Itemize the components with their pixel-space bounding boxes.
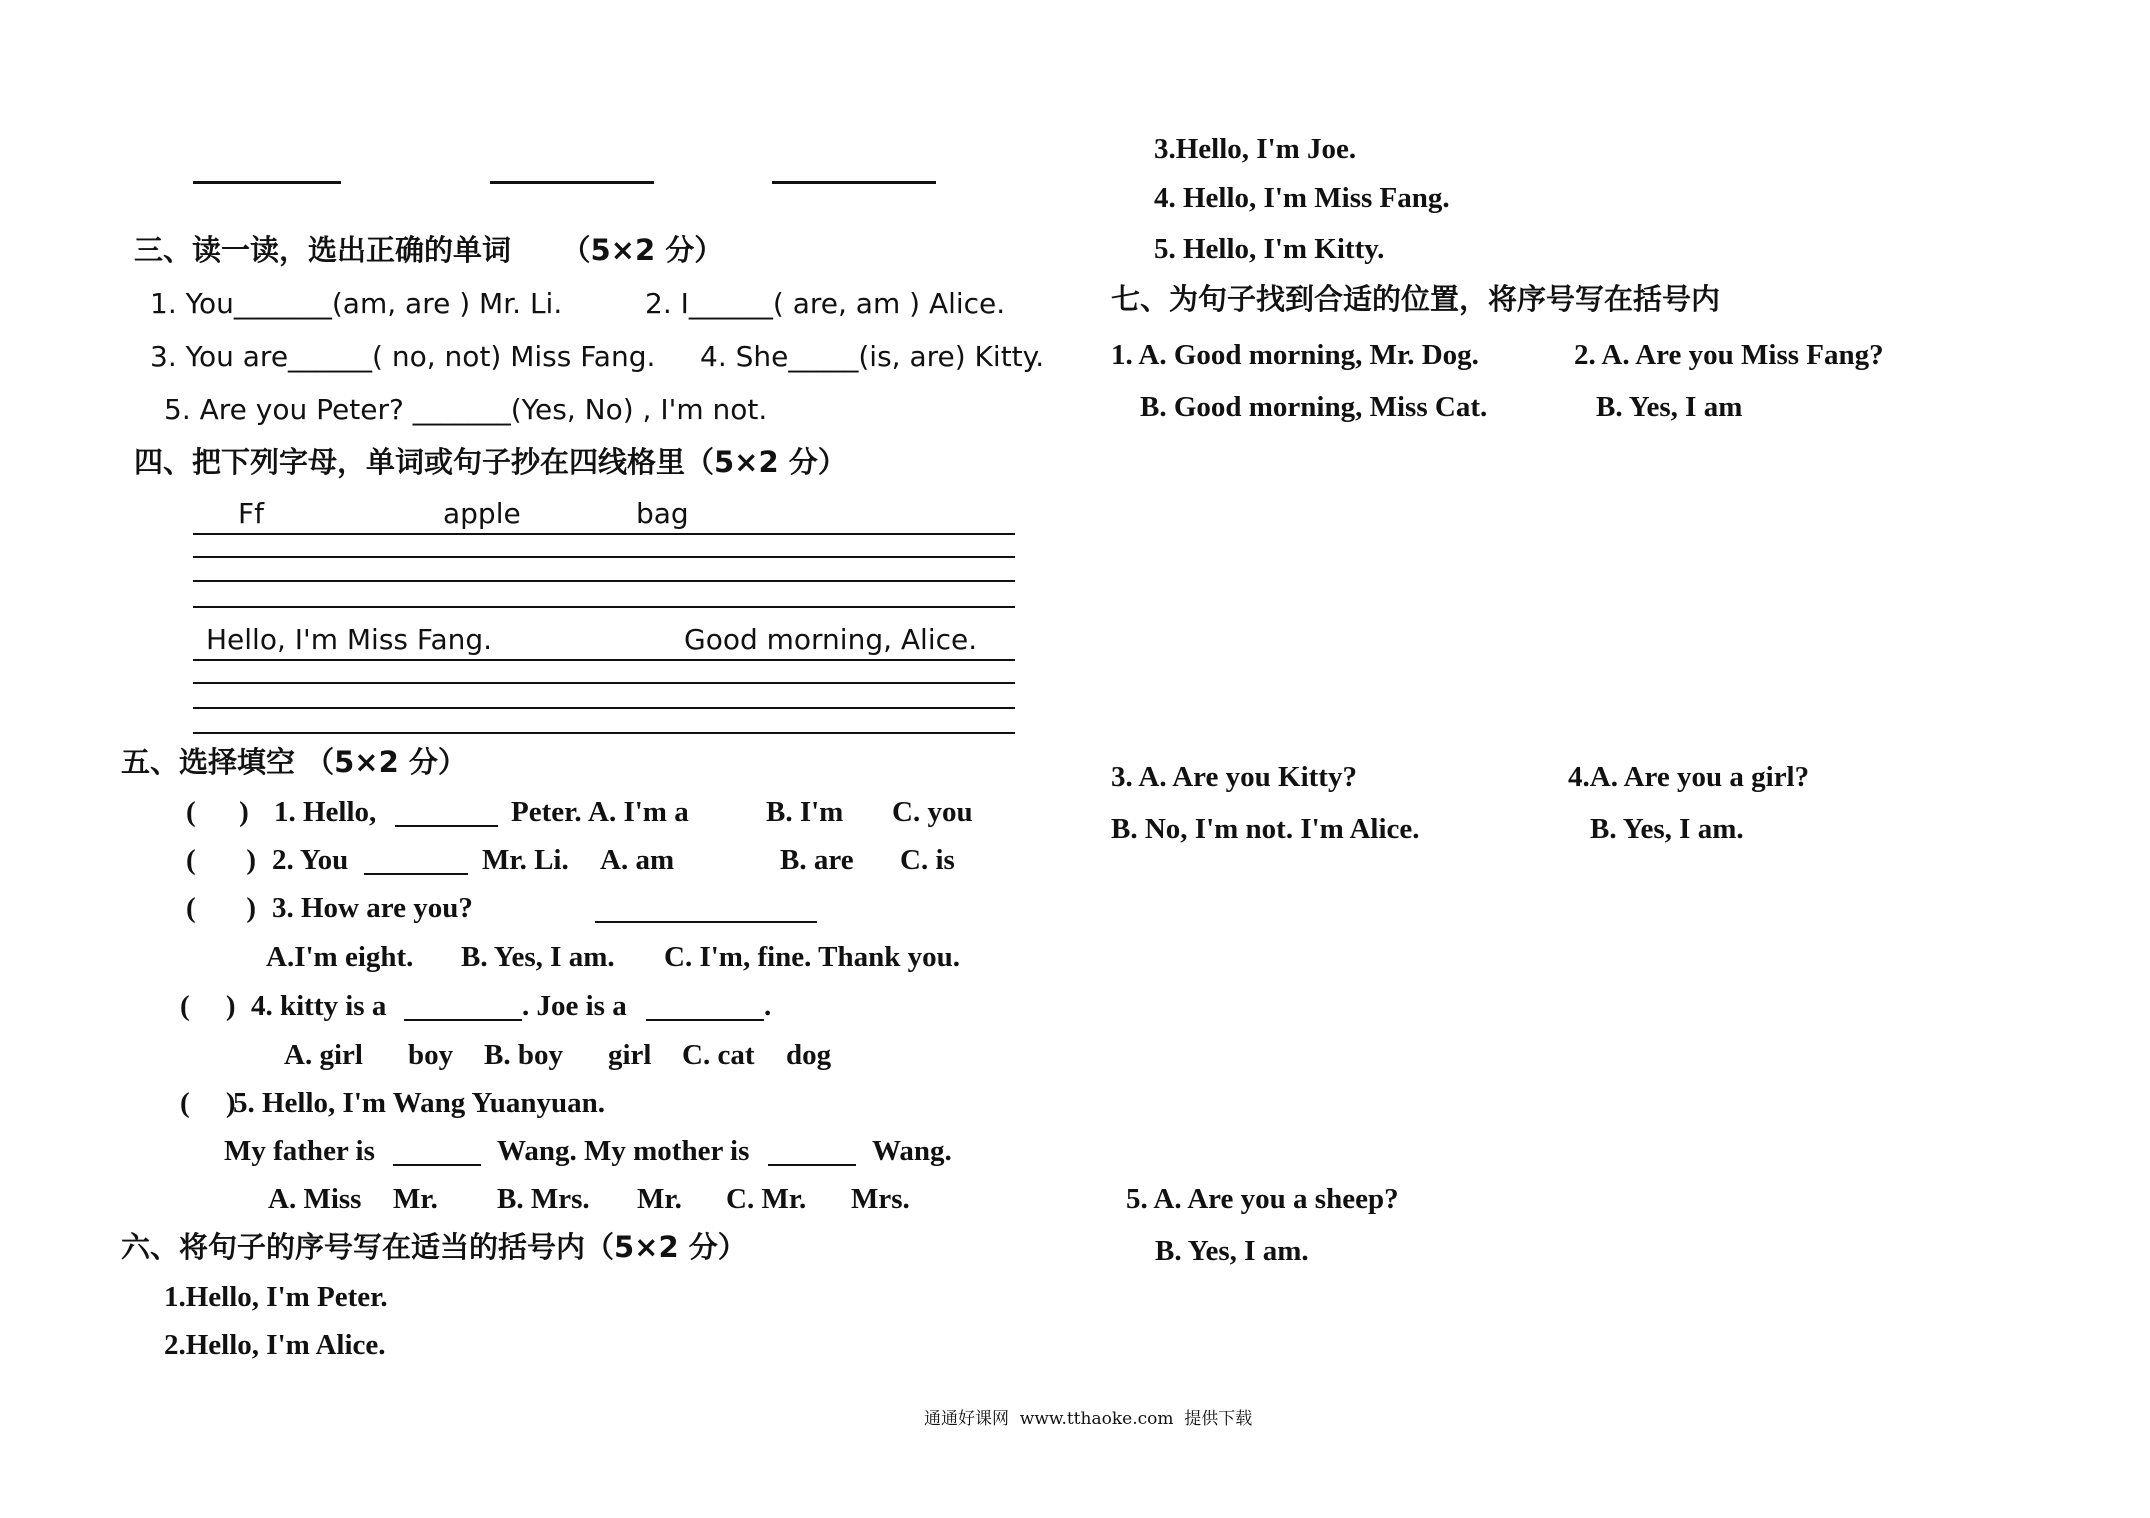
sec5-q2-stem: 2. You (272, 844, 349, 876)
section-3-heading: 三、读一读，选出正确的单词 （5×2 分） (134, 233, 724, 267)
sec5-q4-end: . (764, 990, 772, 1022)
sec6-sentence-4: 4. Hello, I'm Miss Fang. (1154, 182, 1450, 214)
dialogue-5a: 5. A. Are you a sheep? (1126, 1183, 1399, 1215)
dialogue-2a: 2. A. Are you Miss Fang? (1574, 339, 1884, 371)
answer-blank (772, 181, 936, 184)
answer-blank (193, 181, 341, 184)
answer-blank (404, 1019, 522, 1021)
sec5-q1-stem: 1. Hello, (274, 796, 377, 828)
option-b: B. I'm (766, 796, 844, 828)
sec6-sentence-1: 1.Hello, I'm Peter. (164, 1281, 388, 1313)
option-c: C. you (892, 796, 973, 828)
option-a: A.I'm eight. (266, 941, 414, 973)
answer-blank (395, 825, 498, 827)
option-c: C. is (900, 844, 955, 876)
option-b: B. boy (484, 1039, 563, 1071)
sec5-q4-stem: 4. kitty is a (251, 990, 387, 1022)
option-b: B. are (780, 844, 854, 876)
option-a: A. am (600, 844, 675, 876)
copy-item: apple (443, 497, 521, 530)
sec5-q3-stem: 3. How are you? (272, 892, 473, 924)
section-4-heading: 四、把下列字母，单词或句子抄在四线格里（5×2 分） (134, 445, 847, 479)
copy-item: bag (636, 497, 689, 530)
answer-blank (768, 1164, 856, 1166)
dialogue-3a: 3. A. Are you Kitty? (1111, 761, 1357, 793)
sec5-q5-line2a: My father is (224, 1135, 375, 1167)
sec5-q1-after: Peter. (511, 796, 582, 828)
four-line-grid-line (193, 659, 1015, 661)
dialogue-4b: B. Yes, I am. (1590, 813, 1744, 845)
option-c-word: Mrs. (851, 1183, 910, 1215)
answer-blank (364, 873, 468, 875)
option-c-word: dog (786, 1039, 832, 1071)
answer-blank (393, 1164, 481, 1166)
dialogue-5b: B. Yes, I am. (1155, 1235, 1309, 1267)
sec6-sentence-5: 5. Hello, I'm Kitty. (1154, 233, 1385, 265)
dialogue-3b: B. No, I'm not. I'm Alice. (1111, 813, 1420, 845)
option-b: B. Yes, I am. (461, 941, 615, 973)
sec3-question-5: 5. Are you Peter? _______(Yes, No) , I'm not. (164, 393, 768, 426)
option-b-word: Mr. (637, 1183, 682, 1215)
answer-paren: ( ) (186, 844, 257, 876)
four-line-grid-line (193, 533, 1015, 535)
dialogue-2b: B. Yes, I am (1596, 391, 1743, 423)
sec5-q5-stem: 5. Hello, I'm Wang Yuanyuan. (233, 1087, 606, 1119)
dialogue-4a: 4.A. Are you a girl? (1568, 761, 1810, 793)
sec5-q4-mid: . Joe is a (522, 990, 627, 1022)
answer-paren: ( ) (186, 892, 257, 924)
answer-paren: ( ) (186, 796, 249, 828)
sec3-question-4: 4. She_____(is, are) Kitty. (700, 340, 1045, 373)
option-a: A. I'm a (588, 796, 689, 828)
option-a-word: boy (408, 1039, 454, 1071)
answer-blank (490, 181, 654, 184)
answer-blank (595, 921, 817, 923)
option-c: C. I'm, fine. Thank you. (664, 941, 960, 973)
sec3-question-1: 1. You_______(am, are ) Mr. Li. (150, 287, 563, 320)
sec3-question-3: 3. You are______( no, not) Miss Fang. (150, 340, 656, 373)
copy-item: Hello, I'm Miss Fang. (206, 623, 493, 656)
option-b: B. Mrs. (497, 1183, 590, 1215)
four-line-grid-line (193, 556, 1015, 558)
option-c: C. cat (682, 1039, 755, 1071)
sec5-q5-line2b: Wang. My mother is (497, 1135, 750, 1167)
copy-item: Ff (238, 497, 264, 530)
four-line-grid-line (193, 732, 1015, 734)
section-5-heading: 五、选择填空 （5×2 分） (121, 745, 467, 779)
footer-credit: 通通好课网 www.tthaoke.com 提供下载 (924, 1409, 1253, 1429)
sec6-sentence-3: 3.Hello, I'm Joe. (1154, 133, 1357, 165)
section-7-heading: 七、为句子找到合适的位置，将序号写在括号内 (1111, 282, 1721, 316)
section-6-heading: 六、将句子的序号写在适当的括号内（5×2 分） (121, 1230, 747, 1264)
dialogue-1b: B. Good morning, Miss Cat. (1140, 391, 1488, 423)
option-a-word: Mr. (393, 1183, 438, 1215)
four-line-grid-line (193, 707, 1015, 709)
option-b-word: girl (608, 1039, 652, 1071)
option-a: A. Miss (268, 1183, 362, 1215)
four-line-grid-line (193, 606, 1015, 608)
sec5-q5-line2c: Wang. (872, 1135, 952, 1167)
option-a: A. girl (284, 1039, 363, 1071)
copy-item: Good morning, Alice. (684, 623, 978, 656)
dialogue-1a: 1. A. Good morning, Mr. Dog. (1111, 339, 1479, 371)
answer-blank (646, 1019, 764, 1021)
sec3-question-2: 2. I______( are, am ) Alice. (645, 287, 1006, 320)
sec5-q2-after: Mr. Li. (482, 844, 569, 876)
answer-paren: ( ) (180, 990, 236, 1022)
four-line-grid-line (193, 682, 1015, 684)
sec6-sentence-2: 2.Hello, I'm Alice. (164, 1329, 386, 1361)
option-c: C. Mr. (726, 1183, 807, 1215)
answer-paren: ( ) (180, 1087, 236, 1119)
four-line-grid-line (193, 580, 1015, 582)
